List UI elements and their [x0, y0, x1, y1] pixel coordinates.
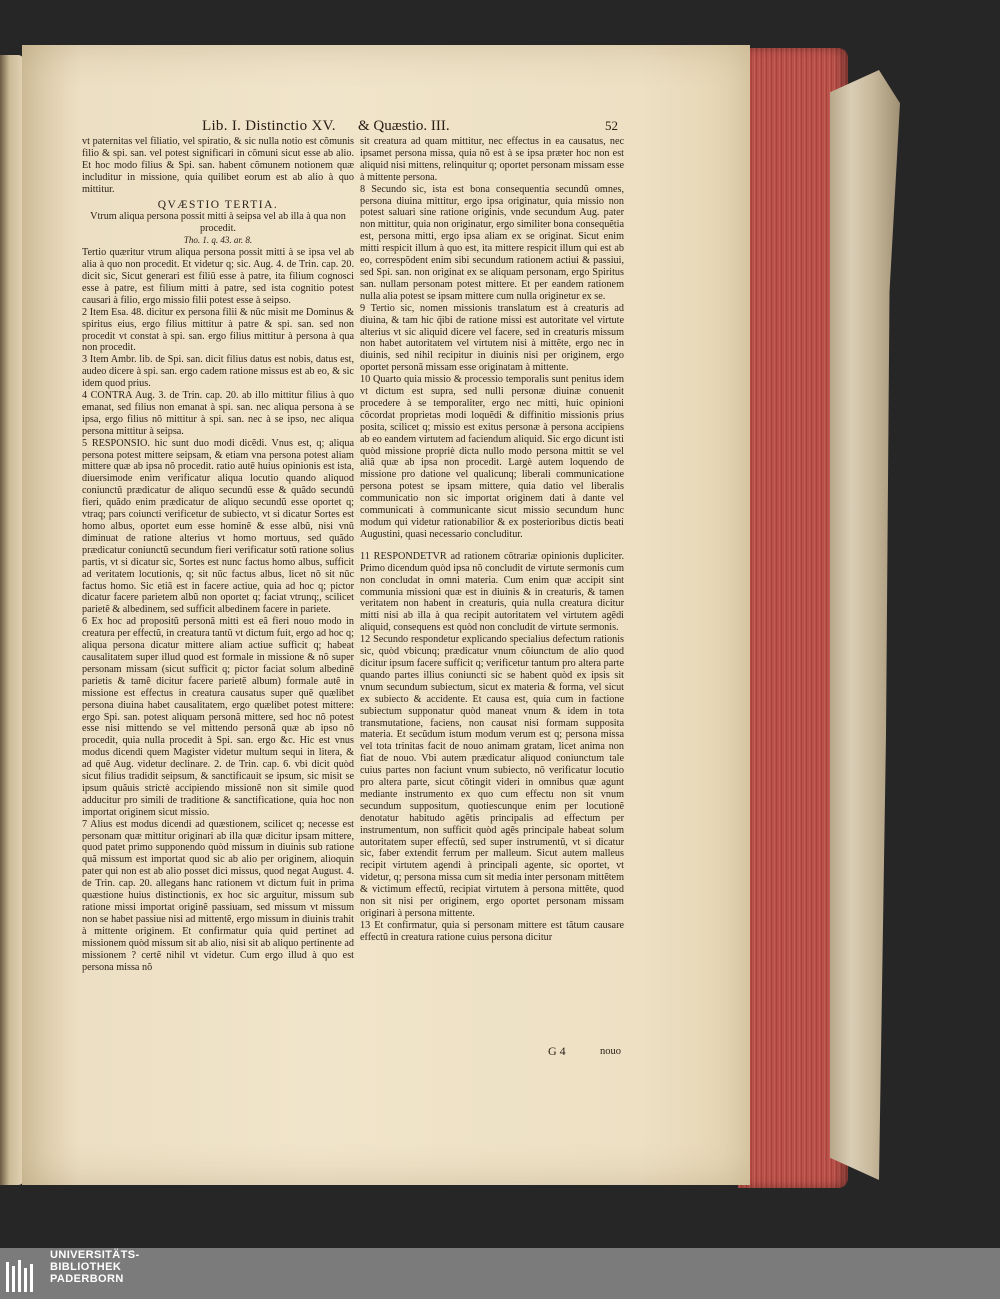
- library-name-line: PADERBORN: [50, 1273, 124, 1285]
- header-question: & Quæstio. III.: [358, 118, 450, 134]
- paragraph: vt paternitas vel filiatio, vel spiratio, & sic nulla notio est cõmunis filio & spi. san. vel potest significari in cõmuni sicut esse ab alio. Et hoc modo filius & Spi. san. habent cõmunem notionem quæ includitur in missione, quia quilibet eorum est ab alio à quo mittitur.: [82, 136, 354, 195]
- signature-mark: G 4: [548, 1044, 566, 1058]
- paragraph: 10 Quarto quia missio & processio temporalis sunt penitus idem vt dictum est supra, sed nulli personæ diuinæ conuenit procedere à se temporaliter, ergo nec mitti, huic opinioni cõcordat proprietas modi loquẽdi & diffinitio missionis prius posita, scilicet q; missio est exitus personæ à persona accipiens ab eo eandem virtutem ad faciendum aliquid. Sic ergo dicunt isti quòd missione propriè dicta nullo modo persona mittit se vel aliã quæ ab ipsa non procedit. Largè autem loquendo de missione pro datione vel qualicunq; liberali communicatione persona potest se ipsam mittere, quia datio vel liberalis communicatio non sic importat originem dati à dante vel communicati à communicante sicut missio secundum hunc modum qui videtur rationabilior & ex posterioribus dictis beati Augustini, quasi necessario concluditur.: [360, 374, 624, 540]
- left-text-column: [82, 136, 354, 973]
- catchword: nouo: [600, 1046, 621, 1057]
- paragraph: 12 Secundo respondetur explicando specialius defectum rationis sic, quòd vbicunq; prædicatur vnum cõiunctum de alio quod dicitur ipsum facere sufficit q; verificetur tantum pro altera parte quando partes illius coniuncti sic se habent quòd ex ipsis sit vnum secundum subiectum, sicut ex materia & forma, vel sicut ex subiecto & accidente. Et causa est, quia cum in factione subiectum supponatur quòd maneat vnum & idem in tota transmutatione, faciens, non causat nisi formam supposita materia. Et secũdum istum modum verum est q; persona missa vel tota trinitas facit de nouo animam gratam, licet anima non fiat de nouo. Vbi autem prædicatur aliquod coniunctum tale cuius partes non faciunt vnum subiecto, nõ verificatur locutio pro altera parte, sicut cõtingit videri in omnibus quæ agunt mediante instrumento ex quo cum effectu non sit vnum secundum suppositum, quotiescunque enim per locutionẽ denotatur habitudo agẽtis principalis ad effectum per instrumentum, non sufficit quòd agẽs principale habeat solum autoritatem super effectũ, sed super instrumentũ, vt si dicatur sic, faber extendit ferrum per malleum. Sicut autem malleus recipit virtutem agendi à principali agente, sic oportet, vt videtur, q; persona missa cum sit media inter personam mittẽtem & victimum effectũ, recipiat virtutem à persona mittẽte, quod non sit nisi per originem, ergo oportet personam missam originari à persona mittente.: [360, 634, 624, 919]
- previous-page-edge: [0, 55, 24, 1185]
- header-book-distinction: Lib. I. Distinctio XV.: [202, 118, 336, 134]
- question-title: Vtrum aliqua persona possit mitti à seipsa vel ab illa à qua non procedit.: [90, 211, 346, 235]
- library-name-line: BIBLIOTHEK: [50, 1261, 122, 1273]
- paragraph: sit creatura ad quam mittitur, nec effectus in ea causatus, nec ipsamet persona missa, quia nõ est à se ipsa præter hoc non est aliquid nisi mittens, relinquitur q; oportet personam missam esse à mittente persona.: [360, 136, 624, 183]
- question-reference: Tho. 1. q. 43. ar. 8.: [183, 235, 253, 246]
- library-logo-icon: [4, 1256, 42, 1294]
- running-header: [80, 118, 710, 138]
- paragraph: 5 RESPONSIO. hic sunt duo modi dicẽdi. Vnus est, q; aliqua persona potest mittere seipsam, & etiam vna persona potest aliam mittere quæ ab ipsa nõ procedit. ratio autẽ huius opinionis est ista, diuersimode enim verificatur aliqua locutio quando aliquod coniunctũ prædicatur de aliquo secundũ esse & quãdo secundũ fieri, quãdo enim prædicatur de aliquo secundũ esse oportet q; vtraq; pars coiuncti verificetur de subiecto, vt si dicatur Sortes est homo albus, oportet eum esse hominẽ & esse albũ, nisi vnũ diminuat de ratione alterius vt homo mortuus, sed quãdo prædicatur coniunctũ secundum fieri verificatur sotũ ratione solius partis, vt si dicatur sic, Sortes est nunc factus homo albus, sufficit ad veritatem locutionis, q; sit nũc factus albus, licet nõ sit nũc factus homo. Sic etiã est in facere actiue, quia ad hoc q; pictor dicatur facere parietem albũ non oportet q; faciat vtrunq;, scilicet parietẽ & albedinem, sed sufficit albedinem facere in pariete.: [82, 437, 354, 616]
- paragraph: 8 Secundo sic, ista est bona consequentia secundũ omnes, persona diuina mittitur, ergo ipsa originatur, quia missio non potest saluari sine ratione originis, vnde secundum Aug. pater non mittitur, quia non originatur, ergo similiter bona consequẽtia est, persona mitti, ergo ipsa aliam ex se originat. Sicut enim mitti respicit illum à quo est, ita mittere respicit illum qui est ab eo, correspõdent enim sibi secundum rationem actiui & passiui, sed Spi. san. non originat ex se aliquam personam, ergo Spiritus san. nullam personam potest mittere. Et per eandem rationem nulla alia potest se ipsam mittere cum nulla originetur ex se.: [360, 183, 624, 302]
- paragraph: 4 CONTRA Aug. 3. de Trin. cap. 20. ab illo mittitur filius à quo emanat, sed filius non emanat à spi. san. nec aliqua persona à se ipsa, ergo filius nõ mittitur à spi. san. nec à se ipso, nec aliqua persona mittitur à seipsa.: [82, 390, 354, 437]
- spacer: [360, 541, 624, 551]
- library-name[interactable]: [50, 1249, 140, 1285]
- library-footer-bar: [0, 1248, 1000, 1299]
- paragraph: 13 Et confirmatur, quia si personam mittere est tãtum causare effectũ in creatura ratione cuius persona dicitur: [360, 919, 624, 943]
- library-name-line: UNIVERSITÄTS-: [50, 1249, 140, 1261]
- paragraph: 9 Tertio sic, nomen missionis translatum est à creaturis ad diuina, & tam hic q̃ibi de ratione missi est autoritate vel virtute alterius vt sic aliquid dicere vel facere, sed in creaturis missum non habet autoritatem vel virtutem nisi à mittẽte, ergo nec in diuinis, sed nihil recipitur in diuinis nisi per originem, ergo oportet personã missam esse originatam à mittente.: [360, 302, 624, 374]
- paragraph: 2 Item Esa. 48. dicitur ex persona filii & nũc misit me Dominus & spiritus eius, ergo filius mittitur à patre & spi. san. sed non procedit vt constat à spi. san. ergo filius mittitur à persona à qua non procedit.: [82, 306, 354, 354]
- paragraph: Tertio quæritur vtrum aliqua persona possit mitti à se ipsa vel ab alia à quo non procedit. Et videtur q; sic. Aug. 4. de Trin. cap. 20. dicit sic, Sicut generari est filiũ esse à patre, ita filium cognosci esse à patre, est filium mitti à patre, sed ista cognitio potest causari à filio, ergo missio filii potest esse à seipso.: [82, 247, 354, 306]
- paragraph: 6 Ex hoc ad propositũ personã mitti est eã fieri nouo modo in creatura per effectũ, in creatura tantũ vt dictum fuit, ergo ad hoc q; aliqua persona dicatur mittere aliam actiue sufficit q; habeat causalitatem super illud quod est formale in missione & nõ super personam missam (sicut sufficit q; pictor faciat solum albedinẽ parietis & tamẽ dicitur facere parietẽ album) formale autẽ in missione est effectus in creatura causatus super quẽ quælibet persona diuina habet causalitatem, ergo quælibet potest mittere: ergo Spi. san. potest aliquam personã mittere, sed hoc nõ potest esse nisi mittendo se vel mittendo personã quæ ab ipso nõ procedit, quia nulla procedit à Spi. san. ergo &c. Hic est vnus modus dicendi quem Magister videtur multum sequi in litera, & ad quẽ Aug. videtur declinare. 2. de Trin. cap. 6. vbi dicit quòd sicut filius tradidit seipsum, & sanctificauit se ipsum, sic misit se ipsum quãuis strictè accipiendo missionẽ non sit simile quod adducitur pro simili de traditione & sanctificatione, quia hoc non importat originem sicut missio.: [82, 616, 354, 818]
- folio-number: 52: [605, 118, 618, 133]
- paragraph: 3 Item Ambr. lib. de Spi. san. dicit filius datus est nobis, datus est, audeo dicere à spi. san. ergo cadem ratione missus est ab eo, & sic idem quod prius.: [82, 354, 354, 390]
- right-text-column: [360, 136, 624, 944]
- question-heading: QVÆSTIO TERTIA.: [157, 198, 279, 211]
- vellum-cover: [830, 70, 900, 1180]
- paragraph: 11 RESPONDETVR ad rationem cõtrariæ opinionis dupliciter. Primo dicendum quòd ipsa nõ concludit de virtute sermonis cum non concludat in omni materia. Cum enim quæ accipit sint communia missioni quæ est in diuinis & in creaturis, & tamen veritatem non habent in creaturis, quia nulla creatura dicitur mitti nisi ab illa à qua recipit autoritatem vel virtutem agẽdi aliquid, consequens est quòd non concludit de virtute sermonis.: [360, 550, 624, 634]
- paragraph: 7 Alius est modus dicendi ad quæstionem, scilicet q; necesse est personam quæ mittitur originari ab illa quæ dicitur ipsam mittere, quod patet primo supponendo quòd missum in diuinis sub ratione quã missum est importat quod sic ab alio per originem, alioquin pater qui non est ab alio posset dici missus, quod negat August. 4. de Trin. cap. 20. allegans hanc rationem vt dictum fuit in prima quæstione huius distinctionis, ex hoc sic arguitur, missum sub ratione missi importat originẽ passiuam, sed missum vt missum non se habet passiue nisi ad mittentẽ, ergo missum in diuinis trahit à mittente originem. Et confirmatur quia quid pertinet ad missionem quòd missum sit ab alio, nisi sit ab aliquo pertinente ad missionem ? certẽ nihil vt videtur. Cum ergo illud à quo est persona missa nõ: [82, 818, 354, 973]
